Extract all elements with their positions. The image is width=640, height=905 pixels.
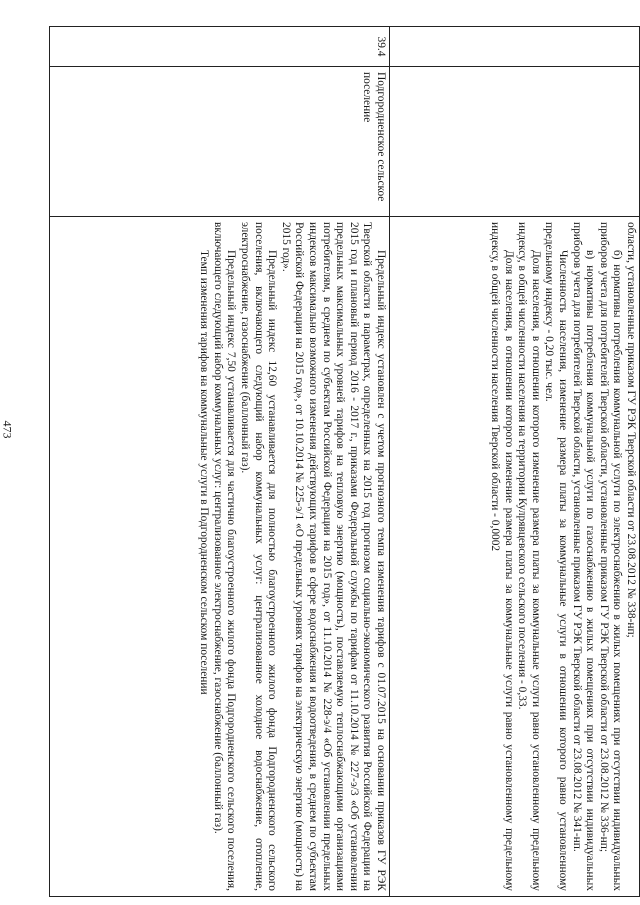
row-number-cell xyxy=(390,27,640,67)
table-body xyxy=(50,27,640,897)
description-cell xyxy=(50,217,390,897)
description-paragraph: Предельный индекс установлен с учетом прогнозного темпа изменения тарифов с 01.07.2015 на основании приказов ГУ РЭК Тверской области в параметрах, определенных на 2015 год прогнозом социально-экономического развития Российской Федерации на 2015 год и плановый период 2016 - 2017 г., приказами Федеральной службы по тарифам от 11.10.2014 № 227-э/3 «Об установлении предельных максимальных уровней тарифов на тепловую энергию (мощность), поставляемую теплоснабжающими организациями потребителям, в среднем по субъектам Российской Федерации на 2015 год», от 11.10.2014 № 228-э/4 «Об установлении предельных индексов максимально возможного изменения действующих тарифов в сфере водоснабжения и водоотведения, в среднем по субъектам Российской Федерации на 2015 год», от 10.10.2014 № 225-э/1 «О предельных уровнях тарифов на электрическую энергию (мощность) на 2015 год». xyxy=(279,222,387,891)
row-number-cell: 39.4 xyxy=(50,27,390,67)
tariff-table xyxy=(49,26,640,897)
description-paragraph: Численность населения, изменение размера платы за коммунальные услуги в отношении которого равно установленному предельному индексу - 0,20 тыс. чел. xyxy=(543,222,570,891)
settlement-name-cell: Подгородненское сельское поселение xyxy=(50,67,390,217)
table-row xyxy=(50,27,390,897)
description-paragraph: Предельный индекс 7,50 устанавливается для частично благоустроенного жилого фонда Подгородненского сельского поселения, включающего следующий набор коммунальных услуг: централизованное электроснабжение, газоснабжение (баллонный газ). xyxy=(211,222,238,891)
rotated-page-content xyxy=(50,26,640,896)
description-cell xyxy=(390,217,640,897)
settlement-name-cell xyxy=(390,67,640,217)
description-paragraph: Предельный индекс 12,60 устанавливается для полностью благоустроенного жилого фонда Подгородненского сельского поселения, включающего следующий набор коммунальных услуг: централизованное холодное водоснабжение, отопление, электроснабжение, газоснабжение (баллонный газ). xyxy=(239,222,279,891)
description-paragraph: Темп изменения тарифов на коммунальные услуги в Подгородненском сельском поселении xyxy=(198,250,211,695)
description-paragraph: Доля населения, в отношении которого изменение размера платы за коммунальные услуги равно установленному предельному индексу, в общей численности населения на территории Кулрявцевского сельского поселения - 0,33. xyxy=(516,222,542,891)
page-number: 473 xyxy=(0,420,15,439)
description-paragraph: области, установленные приказом ГУ РЭК Тверской области от 23.08.2012 № 338-нп; xyxy=(625,222,637,638)
description-paragraph: б) нормативы потребления коммунальной услуги по электроснабжению в жилых помещениях при отсутствии индивидуальных приборов учета для потребителей Тверской области, установленные приказом ГУ РЭК Тверской области от 23.08.2012 № 336-нп; xyxy=(597,222,624,891)
table-row xyxy=(390,27,640,897)
description-paragraph: Доля населения, в отношении которого изменение размера платы за коммунальные услуги равно установленному предельному индексу, в общей численности населения Тверской области - 0,0002 xyxy=(489,222,515,891)
description-paragraph: в) нормативы потребления коммунальной услуги по газоснабжению в жилых помещениях при отсутствии индивидуальных приборов учета для потребителей Тверской области, установленные приказом ГУ РЭК Тверской области от 23.08.2012 № 341-нп. xyxy=(570,222,597,891)
